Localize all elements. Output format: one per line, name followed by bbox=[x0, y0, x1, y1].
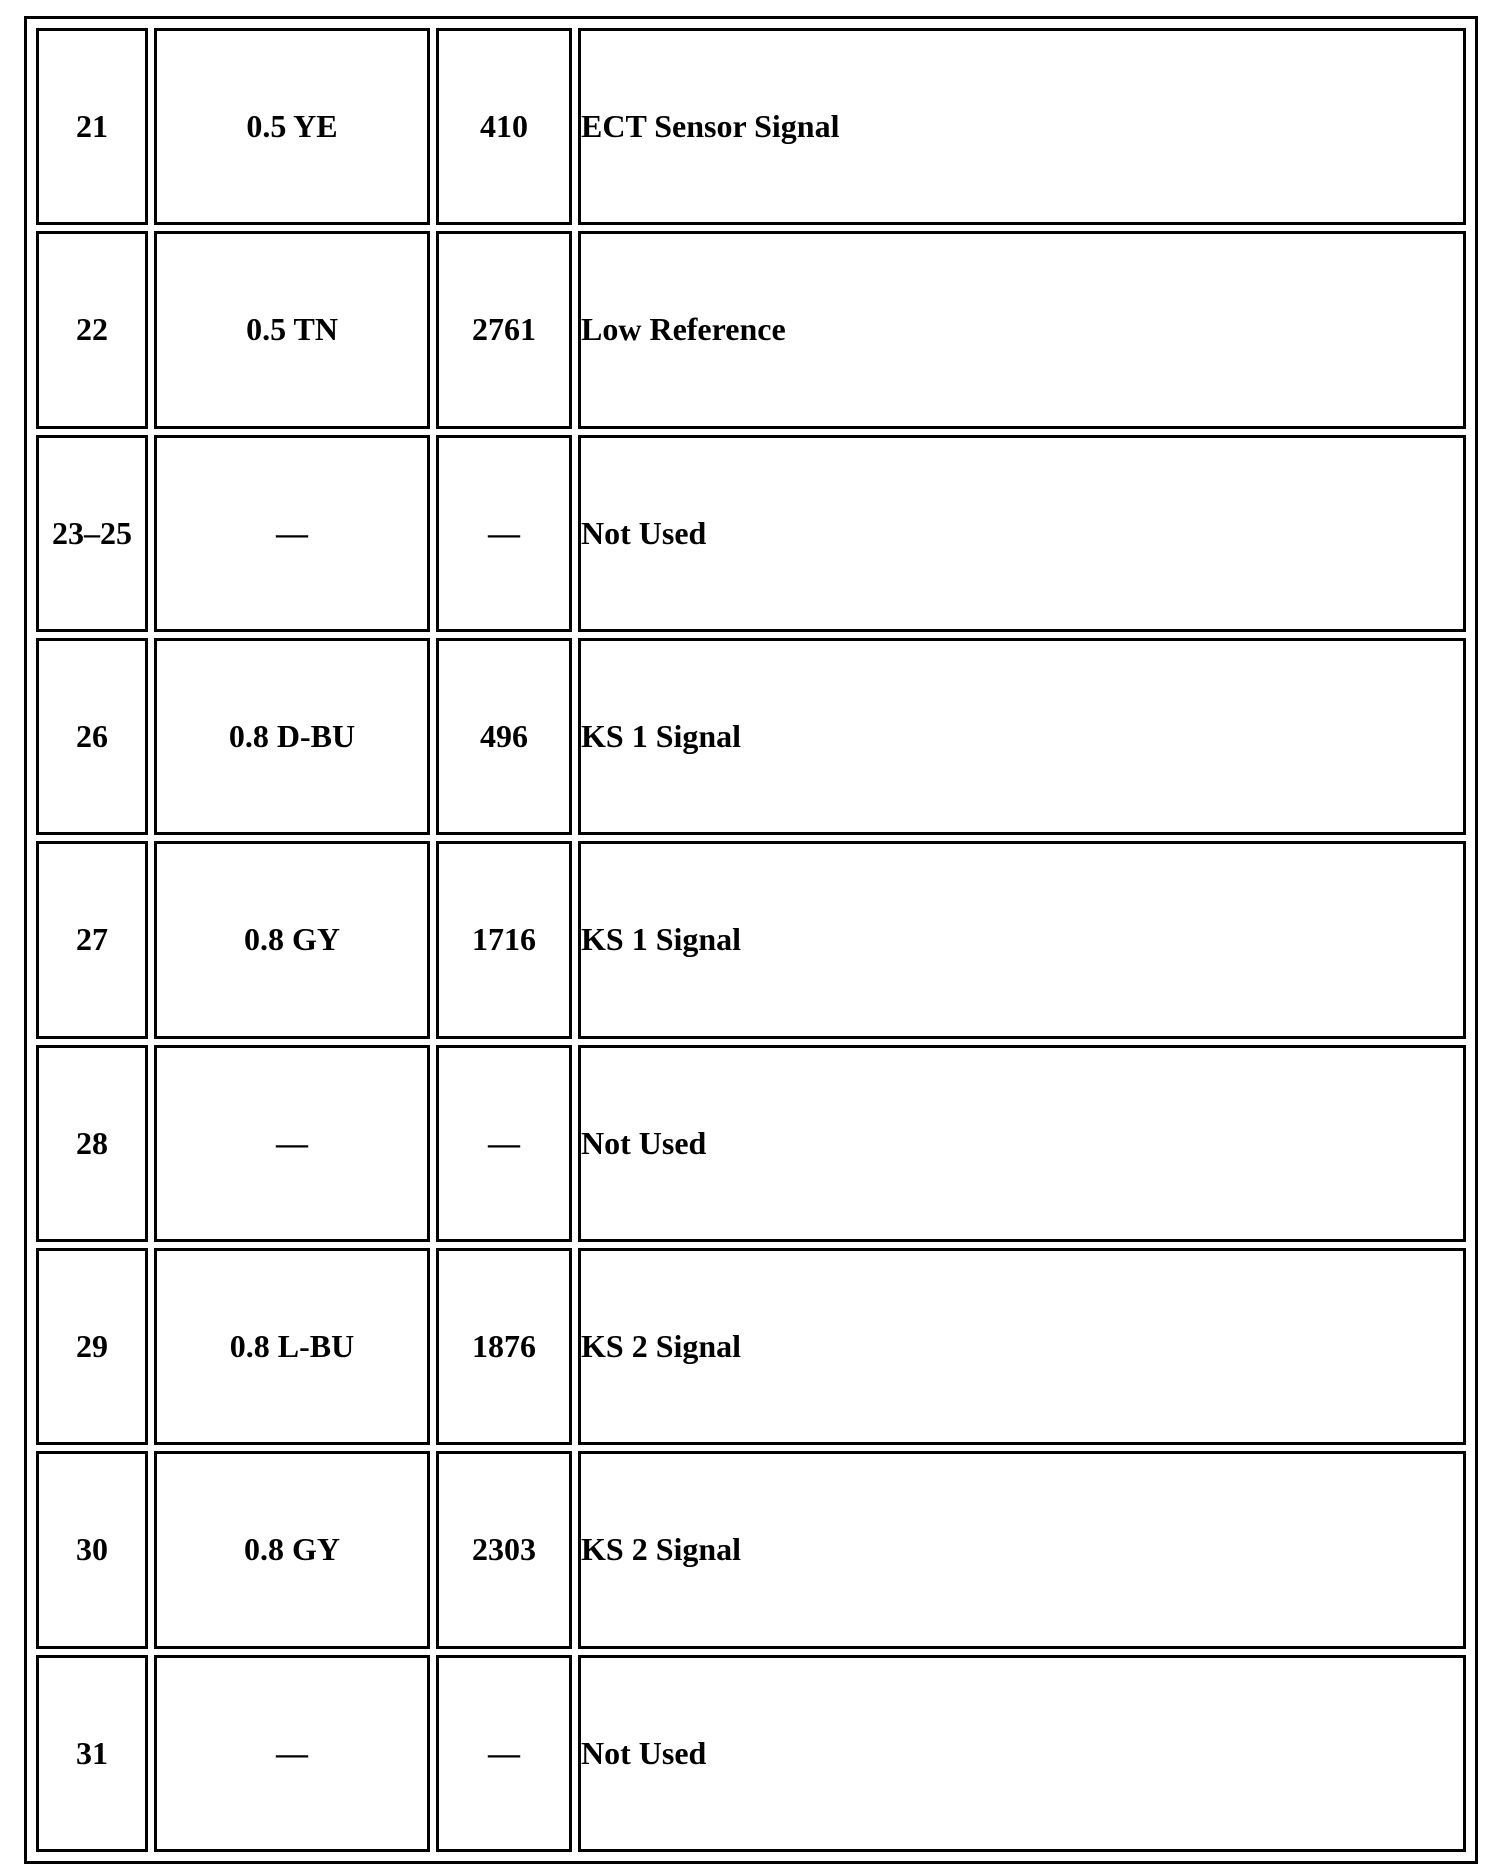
circuit-number-cell: 2761 bbox=[436, 231, 572, 428]
table-row bbox=[36, 1451, 1466, 1648]
connector-pinout-table-frame bbox=[24, 16, 1478, 1864]
table-row bbox=[36, 28, 1466, 225]
function-cell: Not Used bbox=[578, 1045, 1466, 1242]
function-cell: KS 2 Signal bbox=[578, 1451, 1466, 1648]
circuit-number-cell: 2303 bbox=[436, 1451, 572, 1648]
function-cell: KS 1 Signal bbox=[578, 638, 1466, 835]
circuit-number-cell: 410 bbox=[436, 28, 572, 225]
wire-size-color-cell: 0.5 YE bbox=[154, 28, 430, 225]
pin-cell: 23–25 bbox=[36, 435, 148, 632]
function-cell: KS 2 Signal bbox=[578, 1248, 1466, 1445]
wire-size-color-cell: 0.8 L-BU bbox=[154, 1248, 430, 1445]
circuit-number-cell: 1716 bbox=[436, 841, 572, 1038]
table-row bbox=[36, 1045, 1466, 1242]
circuit-number-cell: — bbox=[436, 435, 572, 632]
connector-pinout-table bbox=[30, 22, 1472, 1858]
pin-cell: 29 bbox=[36, 1248, 148, 1445]
table-row bbox=[36, 435, 1466, 632]
table-row bbox=[36, 841, 1466, 1038]
table-row bbox=[36, 231, 1466, 428]
pin-cell: 27 bbox=[36, 841, 148, 1038]
function-cell: KS 1 Signal bbox=[578, 841, 1466, 1038]
function-cell: ECT Sensor Signal bbox=[578, 28, 1466, 225]
table-row bbox=[36, 638, 1466, 835]
wire-size-color-cell: — bbox=[154, 1045, 430, 1242]
table-row bbox=[36, 1248, 1466, 1445]
circuit-number-cell: — bbox=[436, 1655, 572, 1852]
pin-cell: 31 bbox=[36, 1655, 148, 1852]
pin-cell: 30 bbox=[36, 1451, 148, 1648]
function-cell: Low Reference bbox=[578, 231, 1466, 428]
circuit-number-cell: — bbox=[436, 1045, 572, 1242]
pin-cell: 28 bbox=[36, 1045, 148, 1242]
wire-size-color-cell: 0.8 GY bbox=[154, 841, 430, 1038]
wire-size-color-cell: 0.8 D-BU bbox=[154, 638, 430, 835]
pin-cell: 21 bbox=[36, 28, 148, 225]
function-cell: Not Used bbox=[578, 435, 1466, 632]
wire-size-color-cell: — bbox=[154, 1655, 430, 1852]
function-cell: Not Used bbox=[578, 1655, 1466, 1852]
wire-size-color-cell: 0.8 GY bbox=[154, 1451, 430, 1648]
pin-cell: 22 bbox=[36, 231, 148, 428]
circuit-number-cell: 496 bbox=[436, 638, 572, 835]
wire-size-color-cell: — bbox=[154, 435, 430, 632]
table-row bbox=[36, 1655, 1466, 1852]
pin-cell: 26 bbox=[36, 638, 148, 835]
wire-size-color-cell: 0.5 TN bbox=[154, 231, 430, 428]
circuit-number-cell: 1876 bbox=[436, 1248, 572, 1445]
